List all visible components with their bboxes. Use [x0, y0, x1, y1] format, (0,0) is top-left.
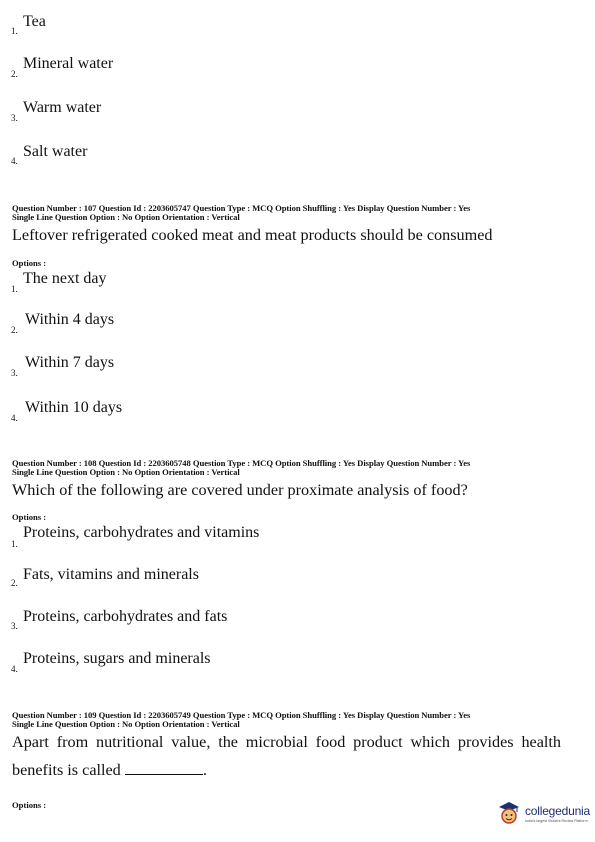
option-number: 4.: [11, 664, 18, 674]
question-meta-line-2: Single Line Question Option : No Option Orientation : Vertical: [12, 467, 240, 477]
graduate-mascot-icon: [497, 800, 521, 826]
option-text: Salt water: [23, 143, 88, 160]
option-text: The next day: [23, 270, 107, 287]
options-label: Options :: [12, 512, 47, 522]
option-text: Tea: [23, 13, 46, 30]
option-text: Within 7 days: [25, 354, 115, 371]
options-label: Options :: [12, 800, 47, 810]
option-number: 2.: [11, 69, 18, 79]
options-label: Options :: [12, 258, 47, 268]
option-text: Proteins, sugars and minerals: [23, 650, 211, 667]
option-number: 2.: [11, 578, 18, 588]
question-meta-line-1: Question Number : 108 Question Id : 2203605748 Question Type : MCQ Option Shuffling : Yes Display Question Number : Yes: [12, 458, 471, 468]
question-meta-line-1: Question Number : 107 Question Id : 2203605747 Question Type : MCQ Option Shuffling : Yes Display Question Number : Yes: [12, 203, 471, 213]
answer-blank: [125, 762, 203, 775]
option-number: 1.: [11, 284, 18, 294]
option-text: Proteins, carbohydrates and vitamins: [23, 524, 260, 541]
option-number: 4.: [11, 413, 18, 423]
question-text-line-2: [12, 761, 207, 780]
option-text: Proteins, carbohydrates and fats: [23, 608, 228, 625]
option-text: Mineral water: [23, 55, 114, 72]
option-number: 1.: [11, 26, 18, 36]
option-number: 3.: [11, 621, 18, 631]
collegedunia-logo: [497, 800, 590, 826]
question-meta-line-2: Single Line Question Option : No Option Orientation : Vertical: [12, 212, 240, 222]
logo-name: collegedunia: [525, 803, 590, 818]
question-text: Which of the following are covered under proximate analysis of food?: [12, 481, 468, 499]
question-text: Leftover refrigerated cooked meat and meat products should be consumed: [12, 226, 493, 244]
option-number: 2.: [11, 325, 18, 335]
question-meta-line-1: Question Number : 109 Question Id : 2203605749 Question Type : MCQ Option Shuffling : Yes Display Question Number : Yes: [12, 710, 471, 720]
option-number: 1.: [11, 539, 18, 549]
question-text-line-1: Apart from nutritional value, the microbial food product which provides health: [12, 733, 561, 751]
question-text-before-blank: benefits is called: [12, 761, 121, 779]
option-text: Within 10 days: [25, 399, 123, 416]
logo-tagline: India's largest Student Review Platform: [525, 818, 588, 823]
question-meta-line-2: Single Line Question Option : No Option Orientation : Vertical: [12, 719, 240, 729]
option-number: 3.: [11, 368, 18, 378]
option-text: Within 4 days: [25, 311, 115, 328]
option-text: Warm water: [23, 99, 102, 116]
option-text: Fats, vitamins and minerals: [23, 566, 199, 583]
question-text-after-blank: .: [202, 761, 207, 779]
option-number: 4.: [11, 156, 18, 166]
option-number: 3.: [11, 113, 18, 123]
